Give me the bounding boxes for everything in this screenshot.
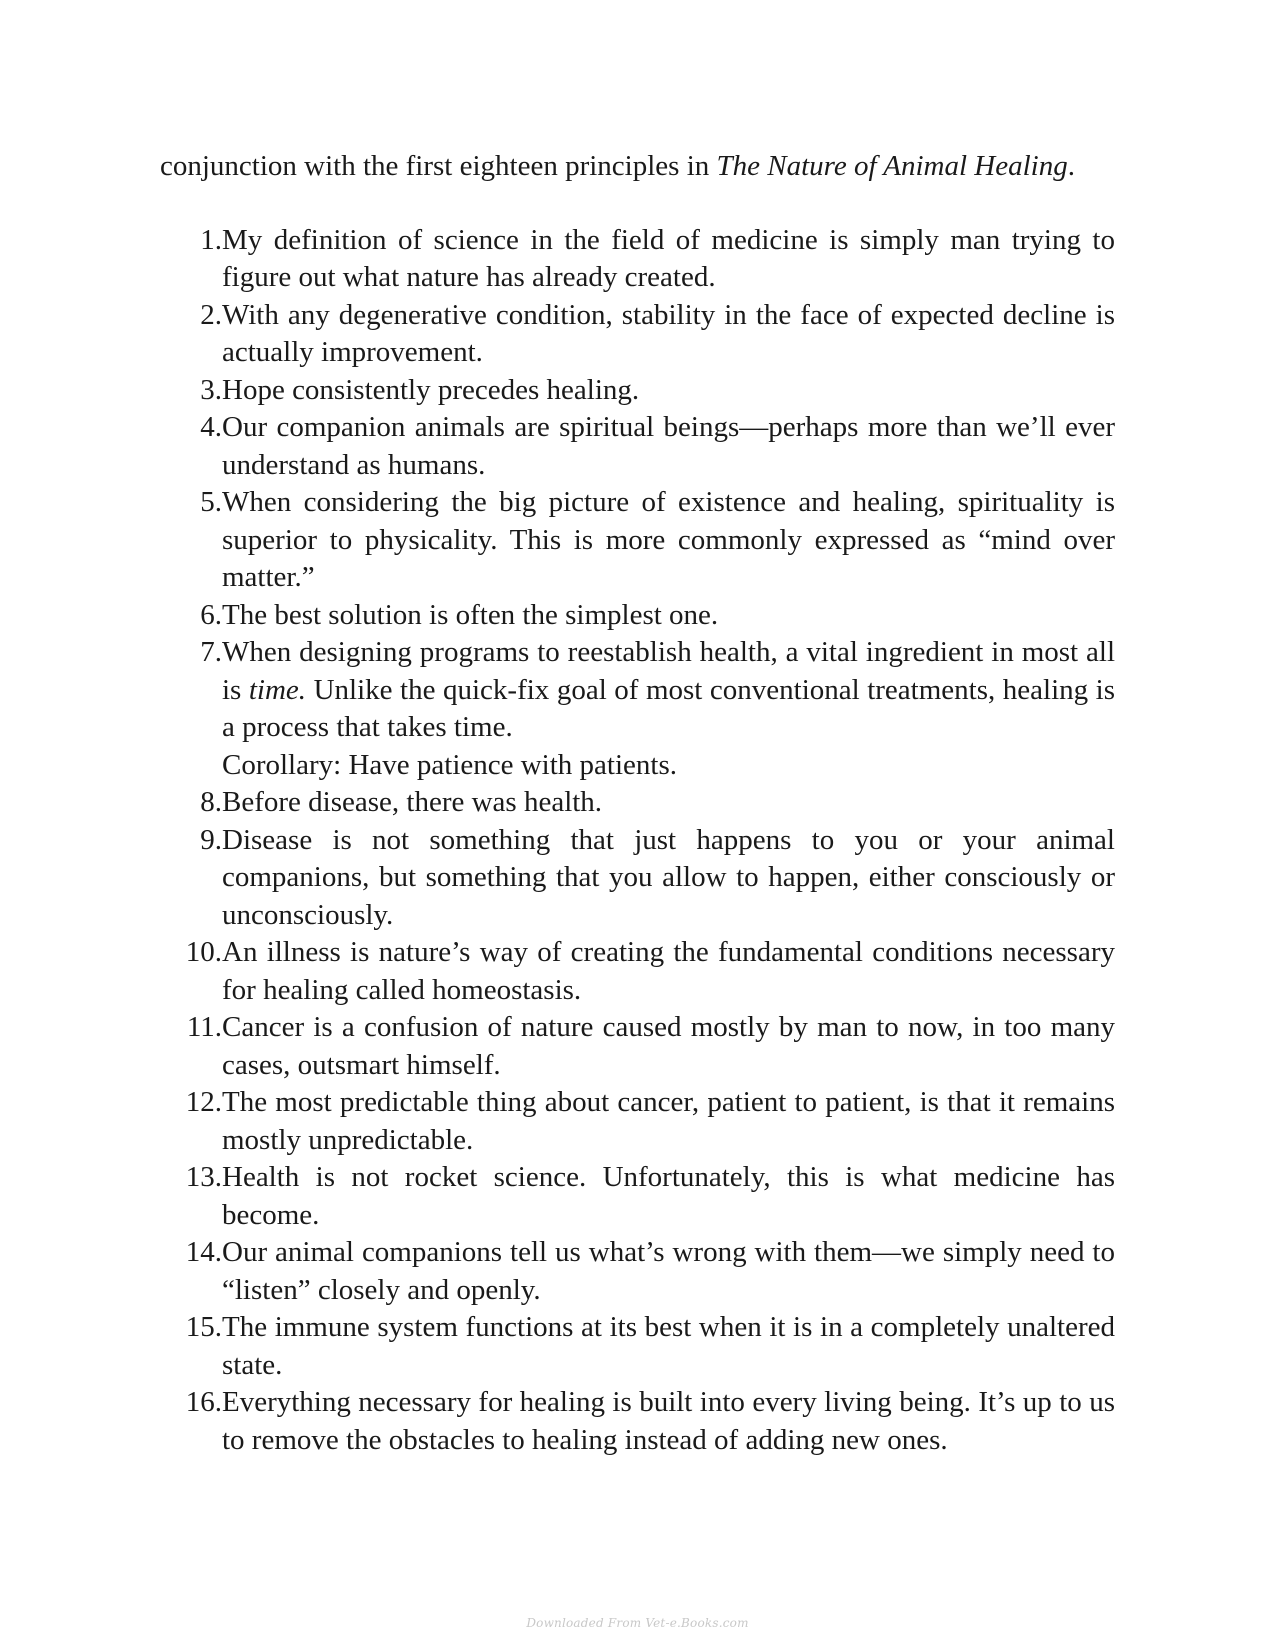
list-item-number: 8. (200, 786, 222, 818)
list-item (160, 222, 1115, 297)
list-item-number: 15. (185, 1311, 222, 1343)
download-watermark: Downloaded From Vet-e.Books.com (526, 1616, 749, 1630)
list-item (160, 409, 1115, 484)
list-item (160, 1234, 1115, 1309)
list-item-text: With any degenerative condition, stability in the face of expected decline is actually improvement. (222, 298, 1115, 368)
list-item-text: The best solution is often the simplest one. (222, 598, 719, 631)
list-item-paragraph (222, 634, 1115, 747)
corollary-text: Corollary: Have patience with patients. (222, 748, 677, 781)
list-item-number: 4. (200, 411, 222, 443)
list-item-number: 12. (185, 1086, 222, 1118)
list-item (160, 1384, 1115, 1459)
list-item-text: When considering the big picture of existence and healing, spirituality is superior to physicality. This is more commonly expressed as “mind over matter.” (222, 486, 1115, 593)
list-item-number: 6. (200, 598, 222, 631)
list-item-number: 10. (185, 936, 222, 968)
list-item-number: 3. (200, 373, 222, 406)
list-item (160, 484, 1115, 597)
list-item (160, 784, 1115, 822)
page-content (160, 148, 1115, 1459)
list-item-text: My definition of science in the field of medicine is simply man trying to figure out what nature has already created. (222, 223, 1115, 293)
list-item (160, 634, 1115, 784)
list-item-text: The most predictable thing about cancer, patient to patient, is that it remains mostly unpredictable. (222, 1086, 1115, 1156)
list-item-text: The immune system functions at its best when it is in a completely unaltered state. (222, 1311, 1115, 1381)
list-item-text: Our animal companions tell us what’s wrong with them—we simply need to “listen” closely and openly. (222, 1236, 1115, 1306)
list-item-text-before: When designing programs to reestablish health, a vital ingredient in most all is (222, 636, 1115, 706)
list-item-number: 11. (186, 1011, 222, 1043)
list-item (160, 372, 1115, 410)
intro-text-before: conjunction with the first eighteen principles in (160, 150, 717, 182)
list-item (160, 597, 1115, 635)
list-item (160, 822, 1115, 935)
emphasis-text: time. (248, 673, 307, 706)
list-item (160, 1309, 1115, 1384)
list-item (160, 1159, 1115, 1234)
list-item-number: 1. (200, 223, 222, 256)
list-item-number: 2. (200, 298, 222, 331)
list-item-text: Disease is not something that just happens to you or your animal companions, but something that you allow to happen, either consciously or unconsciously. (222, 823, 1115, 931)
list-item (160, 1009, 1115, 1084)
list-item-text: Cancer is a confusion of nature caused mostly by man to now, in too many cases, outsmart himself. (222, 1011, 1115, 1081)
intro-text-after: . (1067, 150, 1075, 182)
list-item-number: 13. (185, 1161, 222, 1193)
list-item-text: Hope consistently precedes healing. (222, 373, 640, 406)
list-item-text: Health is not rocket science. Unfortunately, this is what medicine has become. (222, 1161, 1115, 1231)
principles-list (160, 222, 1115, 1460)
list-item-number: 16. (185, 1386, 222, 1418)
list-item (160, 1084, 1115, 1159)
list-item-number: 9. (200, 823, 222, 856)
list-item-text: Everything necessary for healing is built into every living being. It’s up to us to remove the obstacles to healing instead of adding new ones. (222, 1386, 1115, 1456)
list-item-text (222, 634, 1115, 784)
book-title: The Nature of Animal Healing (716, 150, 1068, 182)
list-item-text-after: Unlike the quick-fix goal of most conventional treatments, healing is a process that takes time. (222, 673, 1115, 743)
list-item-text: An illness is nature’s way of creating the fundamental conditions necessary for healing called homeostasis. (222, 936, 1115, 1006)
list-item-number: 14. (185, 1236, 222, 1268)
list-item-number: 5. (200, 486, 222, 518)
intro-paragraph (160, 148, 1115, 186)
list-item (160, 934, 1115, 1009)
list-item-text: Before disease, there was health. (222, 786, 603, 818)
list-item-text: Our companion animals are spiritual beings—perhaps more than we’ll ever understand as humans. (222, 411, 1115, 481)
list-item (160, 297, 1115, 372)
list-item-number: 7. (200, 636, 222, 668)
